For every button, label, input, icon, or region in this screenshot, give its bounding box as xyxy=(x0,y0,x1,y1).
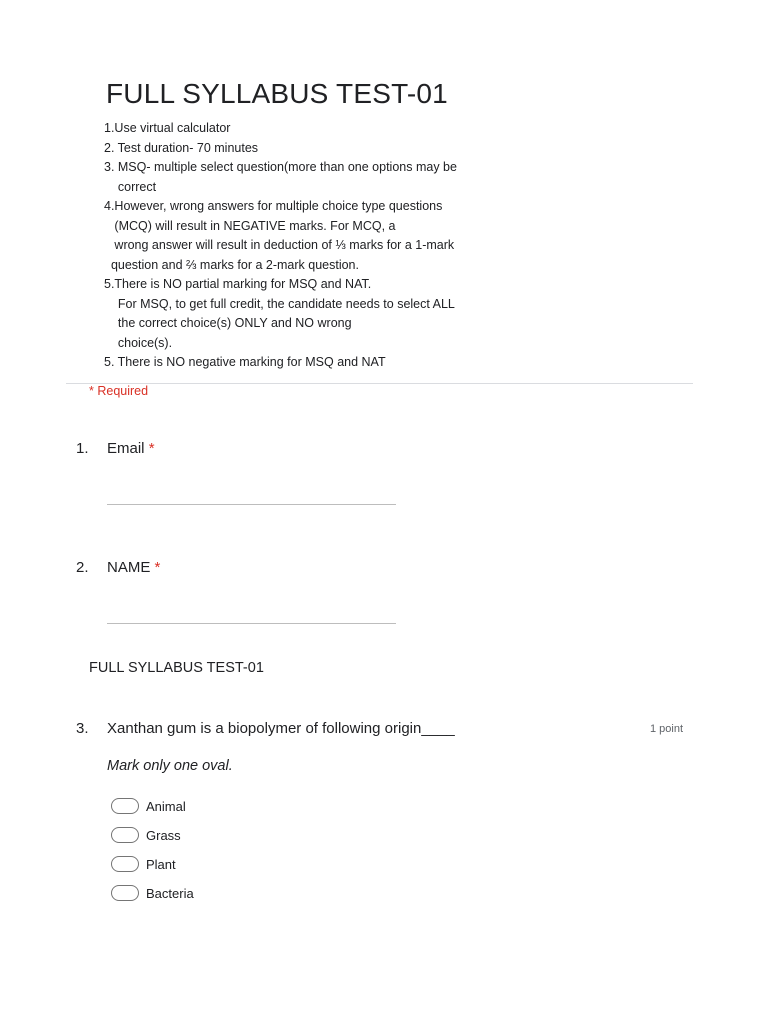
question-label-text: Email xyxy=(107,440,145,457)
section-title: FULL SYLLABUS TEST-01 xyxy=(89,660,264,676)
header-divider xyxy=(66,383,693,384)
name-field[interactable] xyxy=(107,623,396,624)
option-label: Plant xyxy=(146,856,176,872)
question-email-label xyxy=(107,440,155,457)
form-title: FULL SYLLABUS TEST-01 xyxy=(106,78,448,109)
question-xanthan-label: Xanthan gum is a biopolymer of following origin____ xyxy=(107,720,455,737)
instruction-line: (MCQ) will result in NEGATIVE marks. For MCQ, a xyxy=(104,218,396,233)
option-label: Grass xyxy=(146,827,181,843)
option-animal[interactable] xyxy=(111,796,186,816)
form-instructions xyxy=(104,119,457,373)
radio-oval[interactable] xyxy=(111,885,139,901)
instruction-line: question and ⅔ marks for a 2-mark question. xyxy=(104,257,359,272)
question-number: 1. xyxy=(76,440,89,457)
instruction-line: 3. MSQ- multiple select question(more than one options may be xyxy=(104,160,457,174)
instruction-line: the correct choice(s) ONLY and NO wrong xyxy=(104,316,352,330)
option-label: Animal xyxy=(146,798,186,814)
question-number: 2. xyxy=(76,559,89,576)
instruction-line: 4.However, wrong answers for multiple choice type questions xyxy=(104,199,443,213)
question-helper-text: Mark only one oval. xyxy=(107,758,233,774)
question-label-text: NAME xyxy=(107,559,151,576)
instruction-line: 5.There is NO partial marking for MSQ and NAT. xyxy=(104,277,372,291)
instruction-line: For MSQ, to get full credit, the candidate needs to select ALL xyxy=(104,296,455,311)
question-number: 3. xyxy=(76,720,89,737)
option-grass[interactable] xyxy=(111,825,181,845)
instruction-line: 5. There is NO negative marking for MSQ and NAT xyxy=(104,355,386,369)
instruction-line: 2. Test duration- 70 minutes xyxy=(104,140,259,155)
required-asterisk: * xyxy=(148,440,155,457)
required-note: * Required xyxy=(89,384,149,398)
option-plant[interactable] xyxy=(111,854,176,874)
question-points: 1 point xyxy=(650,723,684,735)
email-field[interactable] xyxy=(107,504,396,505)
question-name-label xyxy=(107,559,160,576)
option-label: Bacteria xyxy=(146,885,194,901)
instruction-line: wrong answer will result in deduction of ⅓ marks for a 1-mark xyxy=(104,238,455,252)
instruction-line: correct xyxy=(104,179,157,194)
required-asterisk: * xyxy=(154,559,161,576)
instruction-line: 1.Use virtual calculator xyxy=(104,121,231,135)
radio-oval[interactable] xyxy=(111,827,139,843)
instruction-line: choice(s). xyxy=(104,335,173,350)
radio-oval[interactable] xyxy=(111,798,139,814)
option-bacteria[interactable] xyxy=(111,883,194,903)
radio-oval[interactable] xyxy=(111,856,139,872)
